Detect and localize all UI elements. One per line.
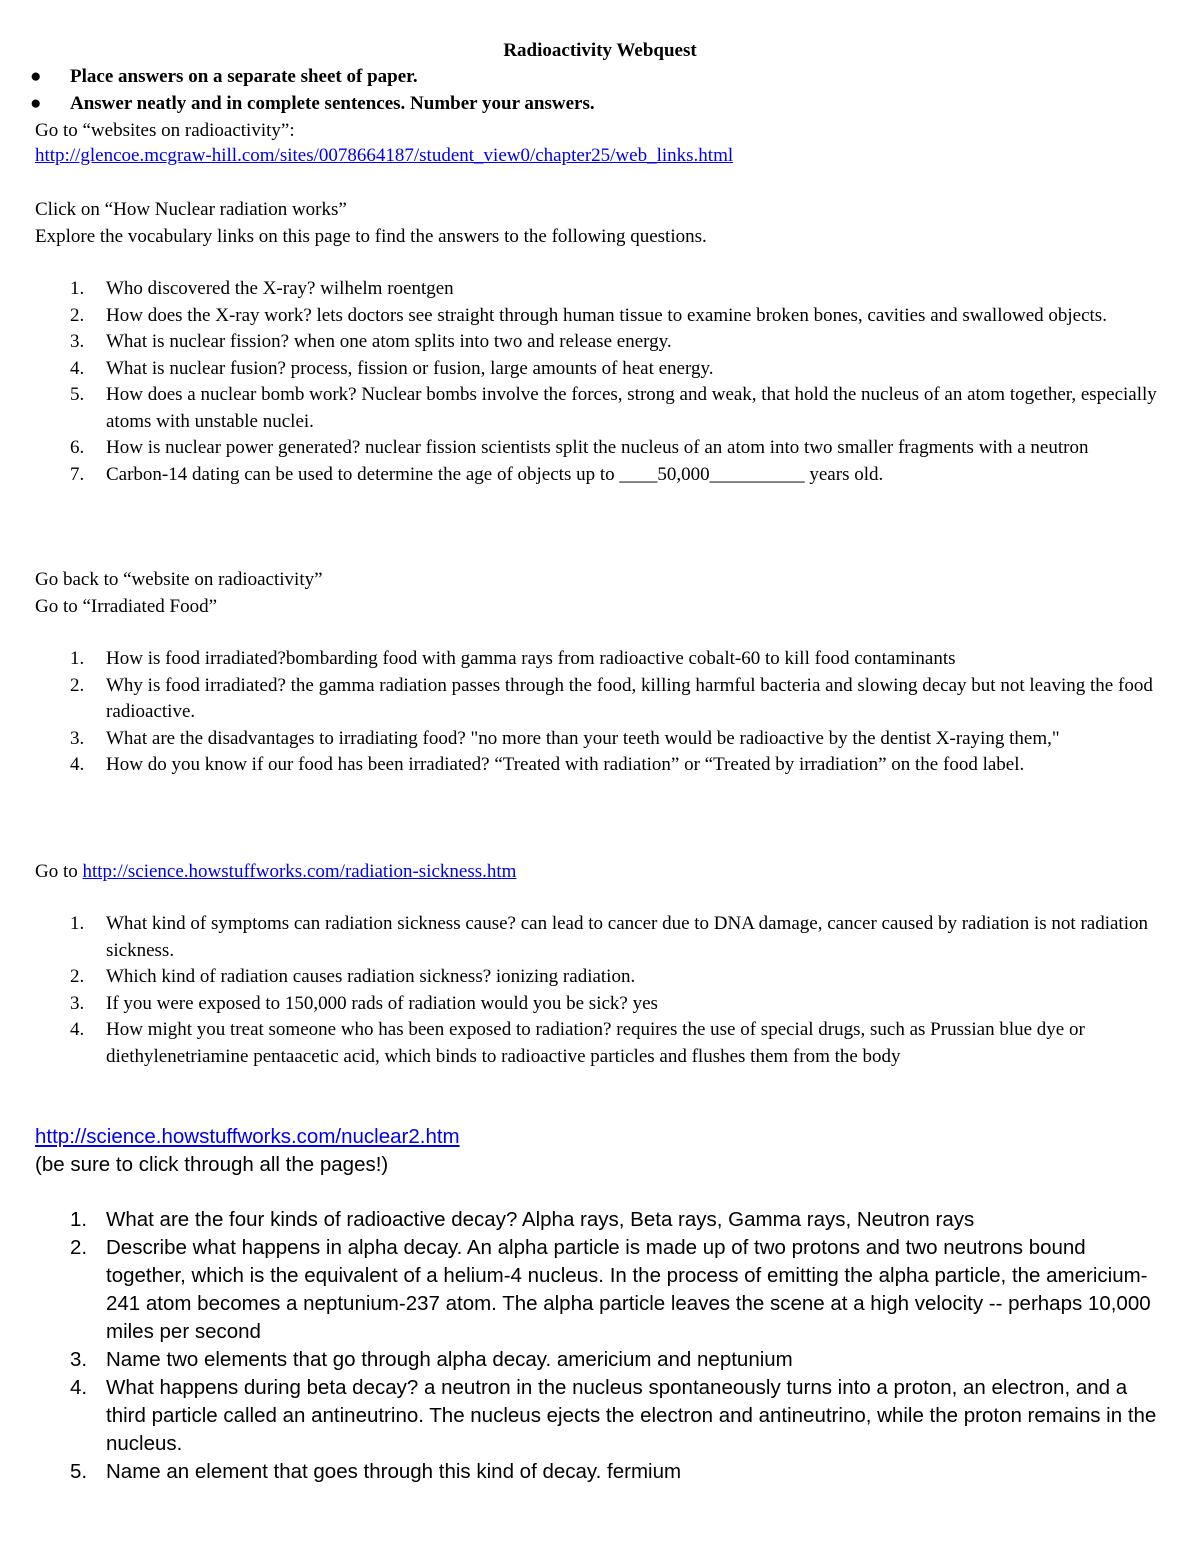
page-title: Radioactivity Webquest (503, 40, 697, 61)
instruction-bullet: ● Answer neatly and in complete sentences. Number your answers. (30, 90, 595, 117)
websites-link-line (35, 142, 733, 169)
list-item: 3. Name two elements that go through alpha decay. americium and neptunium (70, 1348, 793, 1371)
bullet-icon: ● (30, 66, 42, 87)
list-item: 3. If you were exposed to 150,000 rads of radiation would you be sick? yes (70, 992, 658, 1014)
list-item: 3. What is nuclear fission? when one atom splits into two and release energy. (70, 331, 672, 352)
list-item: 2. How does the X-ray work? lets doctors see straight through human tissue to examine broken bones, cavities and swallowed objects. (70, 304, 1107, 326)
list-item: 5. Name an element that goes through this kind of decay. fermium (70, 1460, 682, 1483)
list-item: 1. How is food irradiated?bombarding food with gamma rays from radioactive cobalt-60 to kill food contaminants (70, 648, 956, 669)
nuclear-link[interactable]: http://science.howstuffworks.com/nuclear2.htm (35, 1125, 460, 1148)
instruction-bullet: ● Place answers on a separate sheet of paper. (30, 63, 418, 90)
section-4-list (0, 1206, 1200, 1486)
list-item: 6. How is nuclear power generated? nuclear fission scientists split the nucleus of an atom into two smaller fragments with a neutron (70, 437, 1089, 458)
list-item: 3. What are the disadvantages to irradiating food? "no more than your teeth would be radioactive by the dentist X-raying them," (70, 727, 1060, 749)
list-item: 4. How do you know if our food has been irradiated? “Treated with radiation” or “Treated by irradiation” on the food label. (70, 754, 1025, 775)
nuclear-link-line (35, 1123, 460, 1150)
list-item: 4. How might you treat someone who has been exposed to radiation? requires the use of special drugs, such as Prussian blue dye or diethylenetriamine pentaacetic acid, which binds to radioactive particles and flushes them from the body (70, 1019, 1085, 1067)
list-item: 4. What happens during beta decay? a neutron in the nucleus spontaneously turns into a proton, an electron, and a third particle called an antineutrino. The nucleus ejects the electron and antineutrino, while the proton remains in the nucleus. (70, 1376, 1157, 1455)
list-item: 1. What are the four kinds of radioactive decay? Alpha rays, Beta rays, Gamma rays, Neutron rays (70, 1208, 975, 1231)
go-back-instruction: Go back to “website on radioactivity” (35, 569, 323, 590)
list-item: 4. What is nuclear fusion? process, fission or fusion, large amounts of heat energy. (70, 357, 714, 379)
click-instruction: Click on “How Nuclear radiation works” (35, 199, 347, 220)
section-1-list (0, 276, 1200, 488)
list-item: 1. Who discovered the X-ray? wilhelm roentgen (70, 278, 454, 299)
list-item: 2. Describe what happens in alpha decay. An alpha particle is made up of two protons and two neutrons bound together, which is the equivalent of a helium-4 nucleus. In the process of emitting the alpha particle, the americium-241 atom becomes a neptunium-237 atom. The alpha particle leaves the scene at a high velocity -- perhaps 10,000 miles per second (70, 1236, 1151, 1343)
websites-link[interactable]: http://glencoe.mcgraw-hill.com/sites/0078664187/student_view0/chapter25/web_links.html (35, 145, 734, 166)
bullet-icon: ● (30, 93, 42, 114)
list-item: 5. How does a nuclear bomb work? Nuclear bombs involve the forces, strong and weak, that hold the nucleus of an atom together, especially atoms with unstable nuclei. (70, 384, 1157, 432)
irradiated-food-instruction: Go to “Irradiated Food” (35, 596, 218, 617)
list-item: 2. Which kind of radiation causes radiation sickness? ionizing radiation. (70, 966, 636, 987)
click-through-note: (be sure to click through all the pages!) (35, 1153, 389, 1176)
radiation-sickness-link[interactable]: http://science.howstuffworks.com/radiation-sickness.htm (82, 861, 517, 882)
goto-instruction: Go to “websites on radioactivity”: (35, 120, 295, 141)
section-3-list (0, 911, 1200, 1070)
list-item: 2. Why is food irradiated? the gamma radiation passes through the food, killing harmful bacteria and slowing decay but not leaving the food radioactive. (70, 674, 1153, 722)
list-item: 1. What kind of symptoms can radiation sickness cause? can lead to cancer due to DNA damage, cancer caused by radiation is not radiation sickness. (70, 913, 1148, 961)
radiation-sickness-line: Go to http://science.howstuffworks.com/radiation-sickness.htm (35, 861, 517, 882)
list-item: 7. Carbon-14 dating can be used to determine the age of objects up to ____50,000__________ years old. (70, 463, 884, 485)
section-2-list (0, 646, 1200, 779)
explore-instruction: Explore the vocabulary links on this page to find the answers to the following questions. (35, 226, 707, 247)
